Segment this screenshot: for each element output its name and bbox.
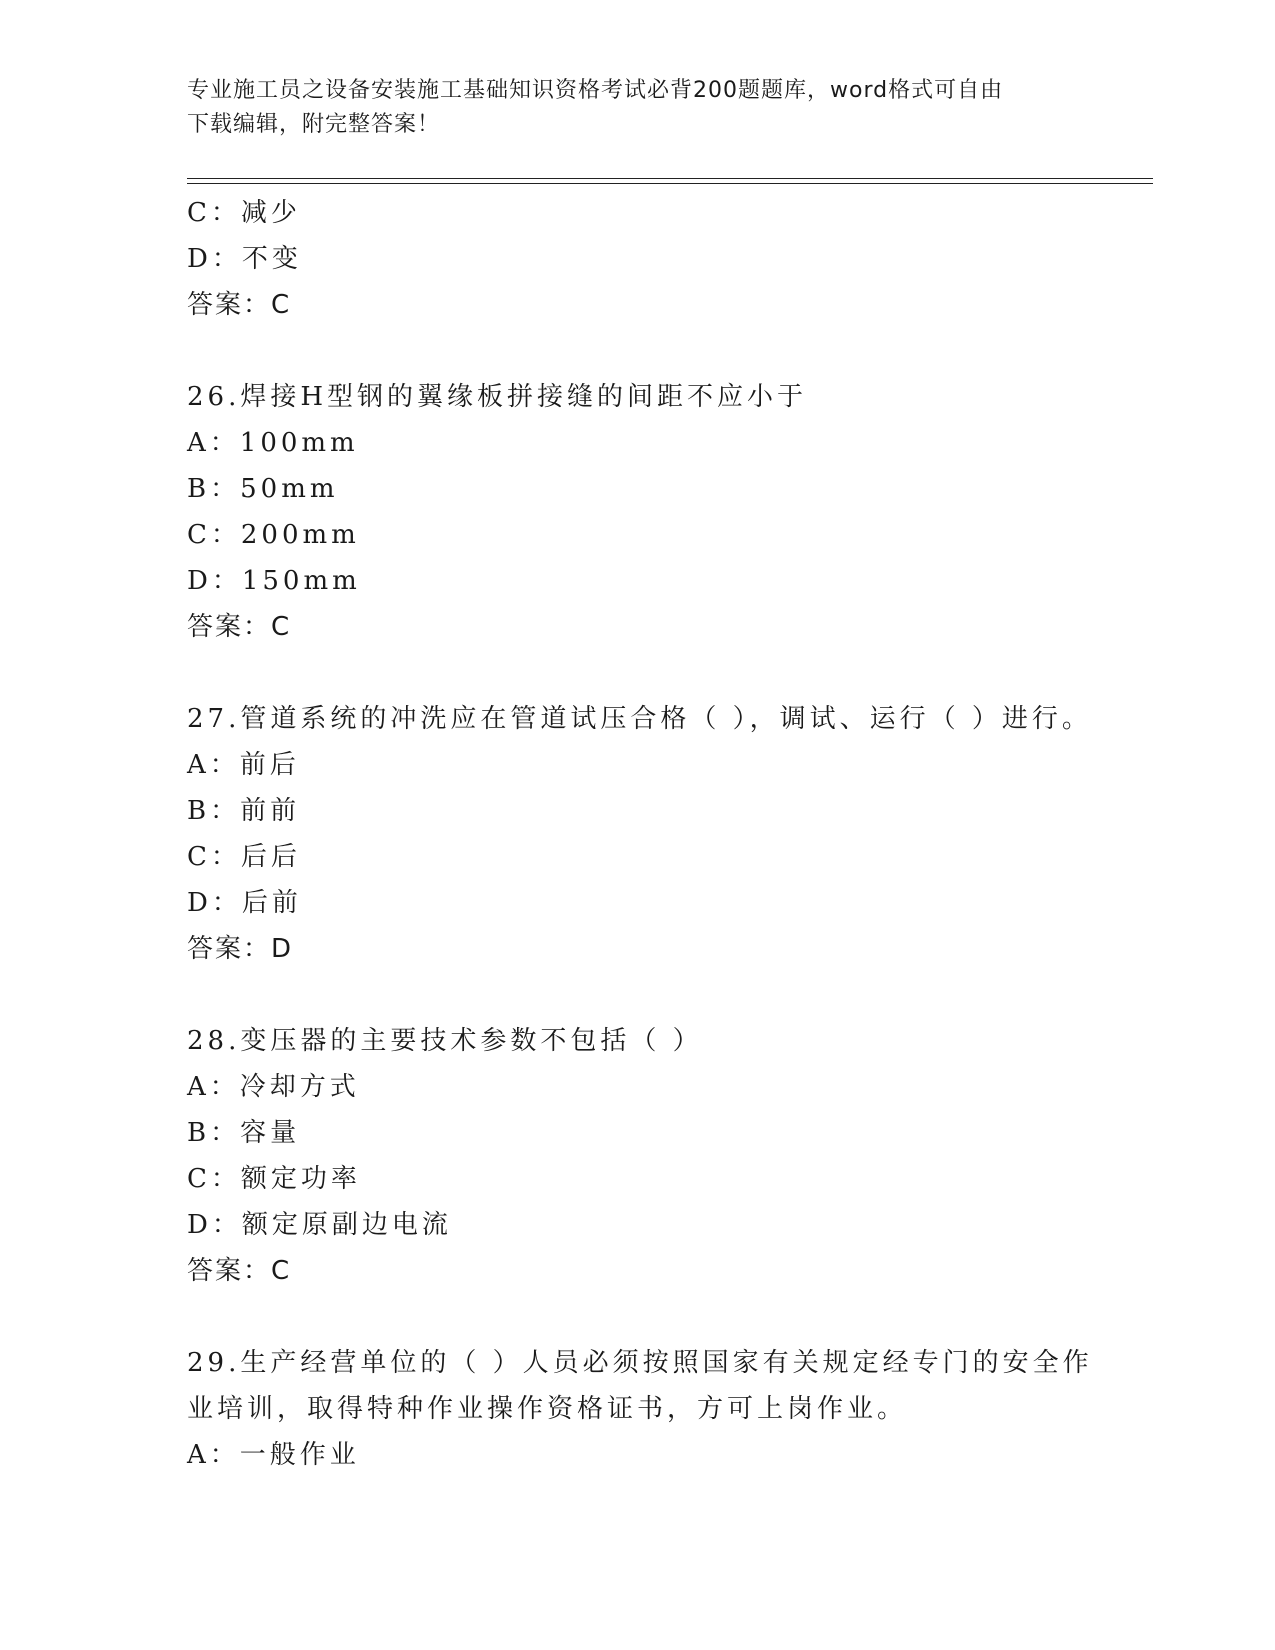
spacer [187,972,1087,1018]
question-stem: 27.管道系统的冲洗应在管道试压合格（ ），调试、运行（ ）进行。 [187,704,1092,734]
question-stem-line1: 29.生产经营单位的（ ）人员必须按照国家有关规定经专门的安全作 [187,1348,1093,1378]
option-d: D：150mm [187,566,361,596]
option-b: B：50mm [187,474,339,504]
option-d: D：额定原副边电流 [187,1210,452,1240]
header-title-line1: 专业施工员之设备安装施工基础知识资格考试必背200题题库，word格式可自由 [187,78,1004,103]
option-c: C：减少 [187,198,301,228]
question-stem: 28.变压器的主要技术参数不包括（ ） [187,1026,703,1056]
header-divider-bottom [187,183,1153,184]
option-a: A：冷却方式 [187,1072,360,1102]
spacer [187,650,1087,696]
option-a: A：100mm [187,428,359,458]
option-b: B：前前 [187,796,301,826]
header-divider-top [187,178,1153,179]
spacer [187,1294,1087,1340]
option-d: D：不变 [187,244,302,274]
option-b: B：容量 [187,1118,301,1148]
header-title-line2: 下载编辑，附完整答案！ [187,112,441,137]
question-27 [187,696,1092,972]
document-header [187,74,1087,142]
answer-line: 答案：C [187,290,292,320]
spacer [187,328,1087,374]
question-25 [187,190,1087,328]
option-c: C：额定功率 [187,1164,361,1194]
answer-line: 答案：D [187,934,294,964]
question-stem-line2: 业培训，取得特种作业操作资格证书，方可上岗作业。 [187,1394,908,1424]
question-26 [187,374,1087,650]
answer-line: 答案：C [187,1256,292,1286]
option-a: A：一般作业 [187,1440,360,1470]
option-c: C：200mm [187,520,360,550]
question-stem: 26.焊接H型钢的翼缘板拼接缝的间距不应小于 [187,382,808,412]
option-a: A：前后 [187,750,300,780]
answer-line: 答案：C [187,612,292,642]
question-28 [187,1018,1087,1294]
option-d: D：后前 [187,888,302,918]
question-29 [187,1340,1093,1478]
question-list [187,190,1093,1478]
option-c: C：后后 [187,842,301,872]
